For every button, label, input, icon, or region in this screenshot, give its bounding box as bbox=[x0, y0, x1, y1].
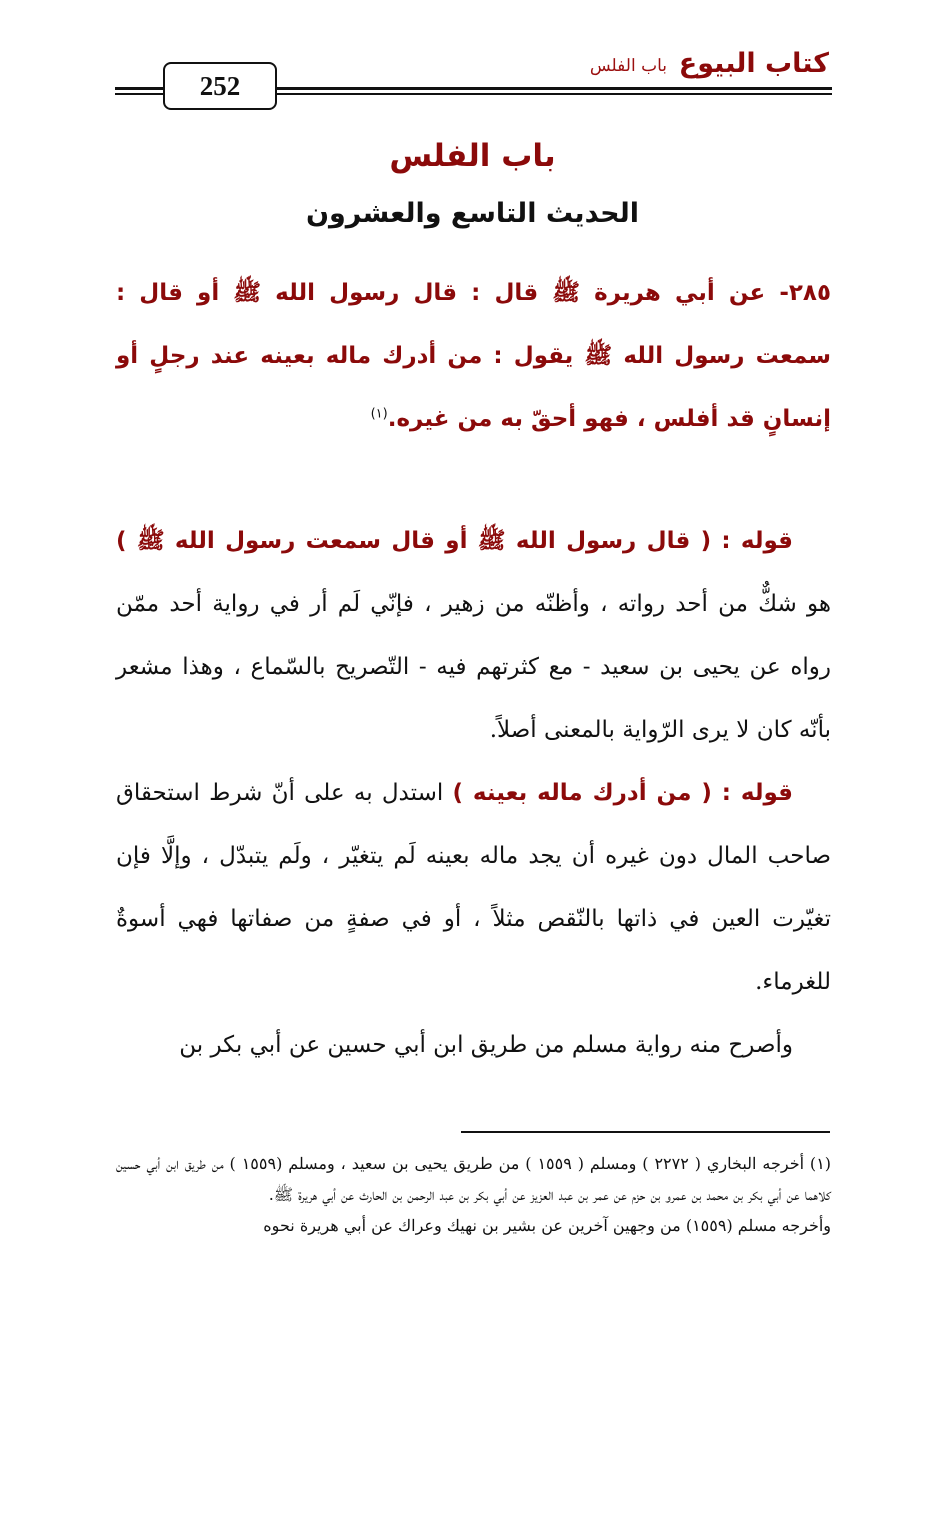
hadith-text bbox=[116, 262, 831, 451]
footnotes bbox=[116, 1148, 831, 1241]
quoted-phrase: قوله : ( قال رسول الله ﷺ أو قال سمعت رسول الله ﷺ ) bbox=[116, 528, 793, 554]
commentary-paragraph bbox=[116, 510, 831, 762]
footnote: وأخرجه مسلم (١٥٥٩) من وجهين آخرين عن بشير بن نهيك وعراك عن أبي هريرة نحوه bbox=[263, 1216, 831, 1235]
commentary-paragraph bbox=[116, 1014, 831, 1077]
running-chapter-title: باب الفلس bbox=[589, 56, 667, 76]
footnote-separator bbox=[461, 1131, 830, 1133]
page-number: 252 bbox=[163, 62, 277, 110]
page-header bbox=[0, 0, 945, 110]
paragraph-text: وأصرح منه رواية مسلم من طريق ابن أبي حسين عن أبي بكر بن bbox=[179, 1032, 793, 1058]
chapter-title: باب الفلس bbox=[389, 138, 556, 174]
commentary bbox=[116, 510, 831, 1077]
commentary-paragraph bbox=[116, 762, 831, 1014]
footnote: (١) أخرجه البخاري ( ٢٢٧٢ ) ومسلم ( ١٥٥٩ ) من طريق يحيى بن سعيد ، ومسلم (١٥٥٩ ) من طريق ابن أبي حسين كلاهما عن أبي بكر بن محمد بن عمرو بن حزم عن عمر بن عبد العزيز عن أبي بكر بن عبد الرحمن بن الحارث عن أبي هريرة ﷺ. bbox=[116, 1154, 832, 1204]
quoted-phrase: قوله : ( من أدرك ماله بعينه ) bbox=[452, 780, 793, 806]
hadith-title: الحديث التاسع والعشرون bbox=[305, 198, 640, 229]
hadith-body: ٢٨٥- عن أبي هريرة ﷺ قال : قال رسول الله ﷺ أو قال : سمعت رسول الله ﷺ يقول : من أدرك ماله بعينه عند رجلٍ أو إنسانٍ قد أفلس ، فهو أحقّ به من غيره. bbox=[116, 280, 831, 432]
paragraph-text: هو شكٌّ من أحد رواته ، وأظنّه من زهير ، فإنّي لَم أر في رواية أحد ممّن رواه عن يحيى بن سعيد - مع كثرتهم فيه - التّصريح بالسّماع ، وهذا مشعر بأنّه كان لا يرى الرّواية بالمعنى أصلاً. bbox=[116, 591, 831, 743]
footnote-marker: (١) bbox=[370, 406, 388, 422]
paragraph-text: استدل به على أنّ شرط استحقاق صاحب المال دون غيره أن يجد ماله بعينه لَم يتغيّر ، ولَم يتبدّل ، وإلَّا فإن تغيّرت العين في ذاتها بالنّقص مثلاً ، أو في صفةٍ من صفاتها فهي أسوةٌ للغرماء. bbox=[116, 780, 831, 995]
book-title: كتاب البيوع bbox=[678, 48, 829, 79]
